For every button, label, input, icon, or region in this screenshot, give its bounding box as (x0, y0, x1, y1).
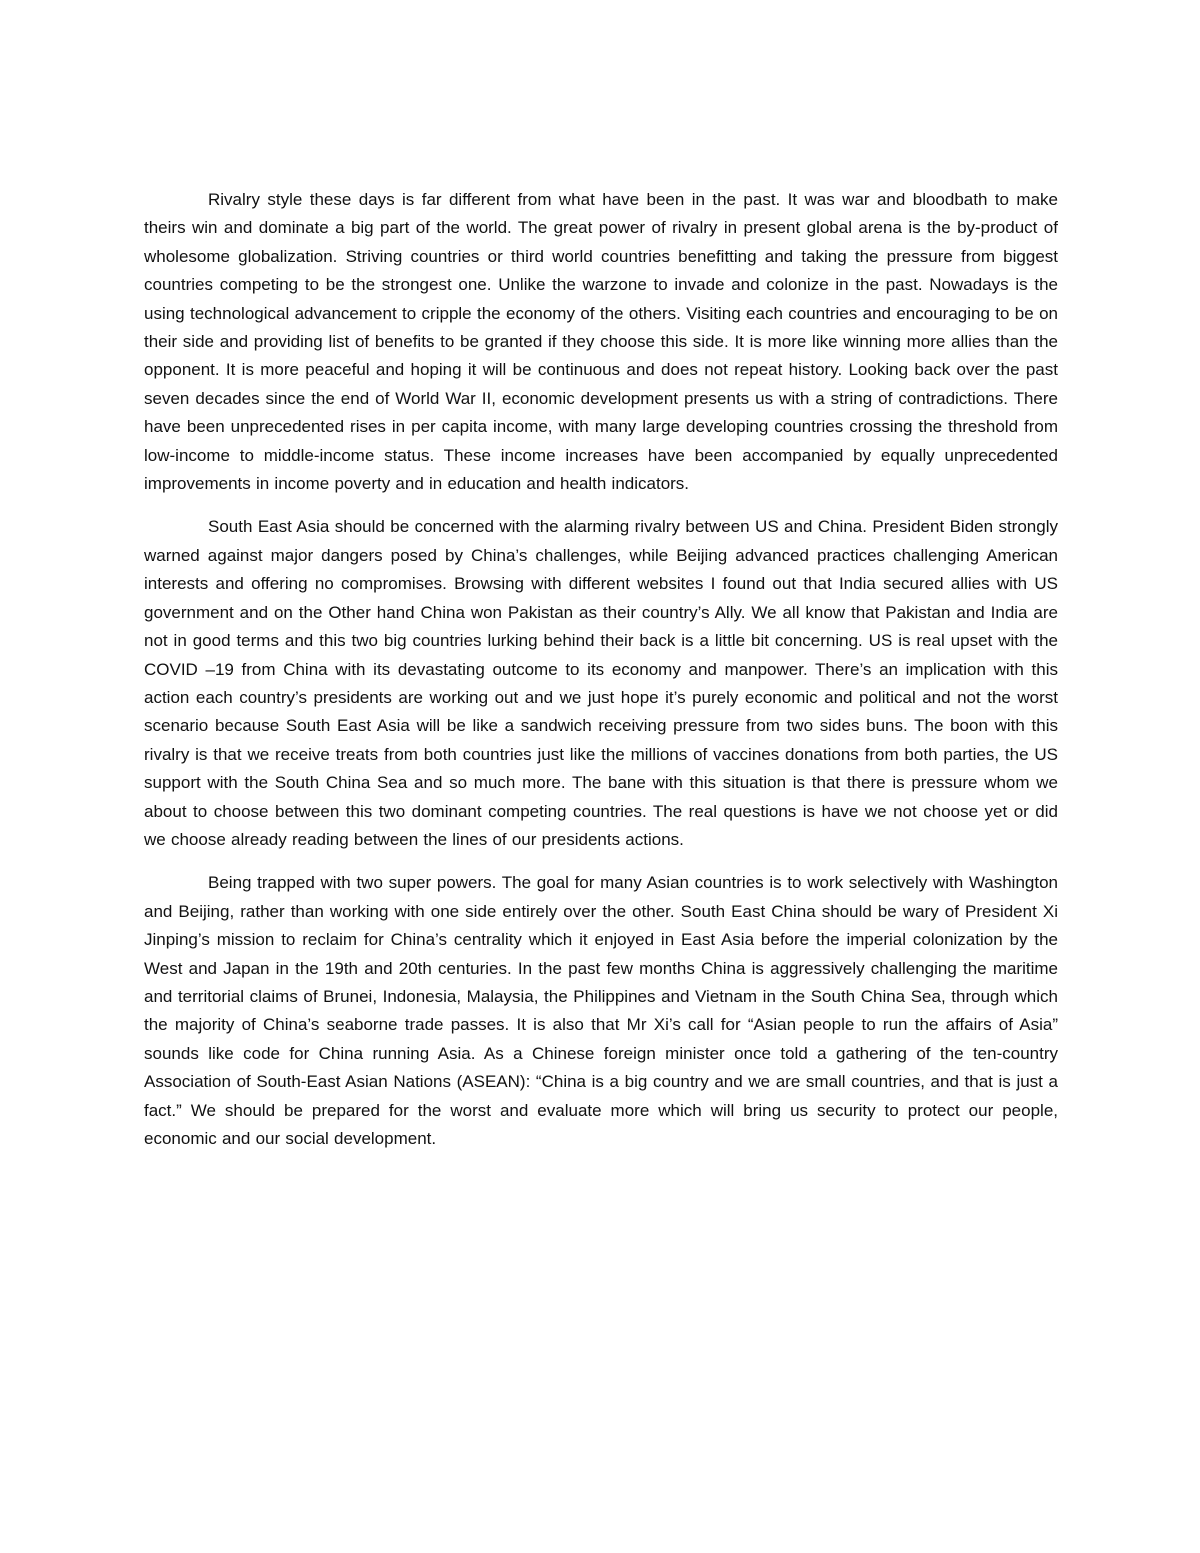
paragraph-two-super-powers: Being trapped with two super powers. The goal for many Asian countries is to work selectively with Washington and Beijing, rather than working with one side entirely over the other. South East China should be wary of President Xi Jinping’s mission to reclaim for China’s centrality which it enjoyed in East Asia before the imperial colonization by the West and Japan in the 19th and 20th centuries. In the past few months China is aggressively challenging the maritime and territorial claims of Brunei, Indonesia, Malaysia, the Philippines and Vietnam in the South China Sea, through which the majority of China’s seaborne trade passes. It is also that Mr Xi’s call for “Asian people to run the affairs of Asia” sounds like code for China running Asia. As a Chinese foreign minister once told a gathering of the ten-country Association of South-East Asian Nations (ASEAN): “China is a big country and we are small countries, and that is just a fact.” We should be prepared for the worst and evaluate more which will bring us security to protect our people, economic and our social development. (144, 873, 1058, 1148)
document-body (144, 186, 1058, 1168)
paragraph-south-east-asia-concern: South East Asia should be concerned with the alarming rivalry between US and China. President Biden strongly warned against major dangers posed by China’s challenges, while Beijing advanced practices challenging American interests and offering no compromises. Browsing with different websites I found out that India secured allies with US government and on the Other hand China won Pakistan as their country’s Ally. We all know that Pakistan and India are not in good terms and this two big countries lurking behind their back is a little bit concerning. US is real upset with the COVID –19 from China with its devastating outcome to its economy and manpower. There’s an implication with this action each country’s presidents are working out and we just hope it’s purely economic and political and not the worst scenario because South East Asia will be like a sandwich receiving pressure from two sides buns. The boon with this rivalry is that we receive treats from both countries just like the millions of vaccines donations from both parties, the US support with the South China Sea and so much more. The bane with this situation is that there is pressure whom we about to choose between this two dominant competing countries. The real questions is have we not choose yet or did we choose already reading between the lines of our presidents actions. (144, 517, 1058, 849)
paragraph-rivalry-style: Rivalry style these days is far different from what have been in the past. It was war and bloodbath to make theirs win and dominate a big part of the world. The great power of rivalry in present global arena is the by-product of wholesome globalization. Striving countries or third world countries benefitting and taking the pressure from biggest countries competing to be the strongest one. Unlike the warzone to invade and colonize in the past. Nowadays is the using technological advancement to cripple the economy of the others. Visiting each countries and encouraging to be on their side and providing list of benefits to be granted if they choose this side. It is more like winning more allies than the opponent. It is more peaceful and hoping it will be continuous and does not repeat history. Looking back over the past seven decades since the end of World War II, economic development presents us with a string of contradictions. There have been unprecedented rises in per capita income, with many large developing countries crossing the threshold from low-income to middle-income status. These income increases have been accompanied by equally unprecedented improvements in income poverty and in education and health indicators. (144, 190, 1058, 494)
